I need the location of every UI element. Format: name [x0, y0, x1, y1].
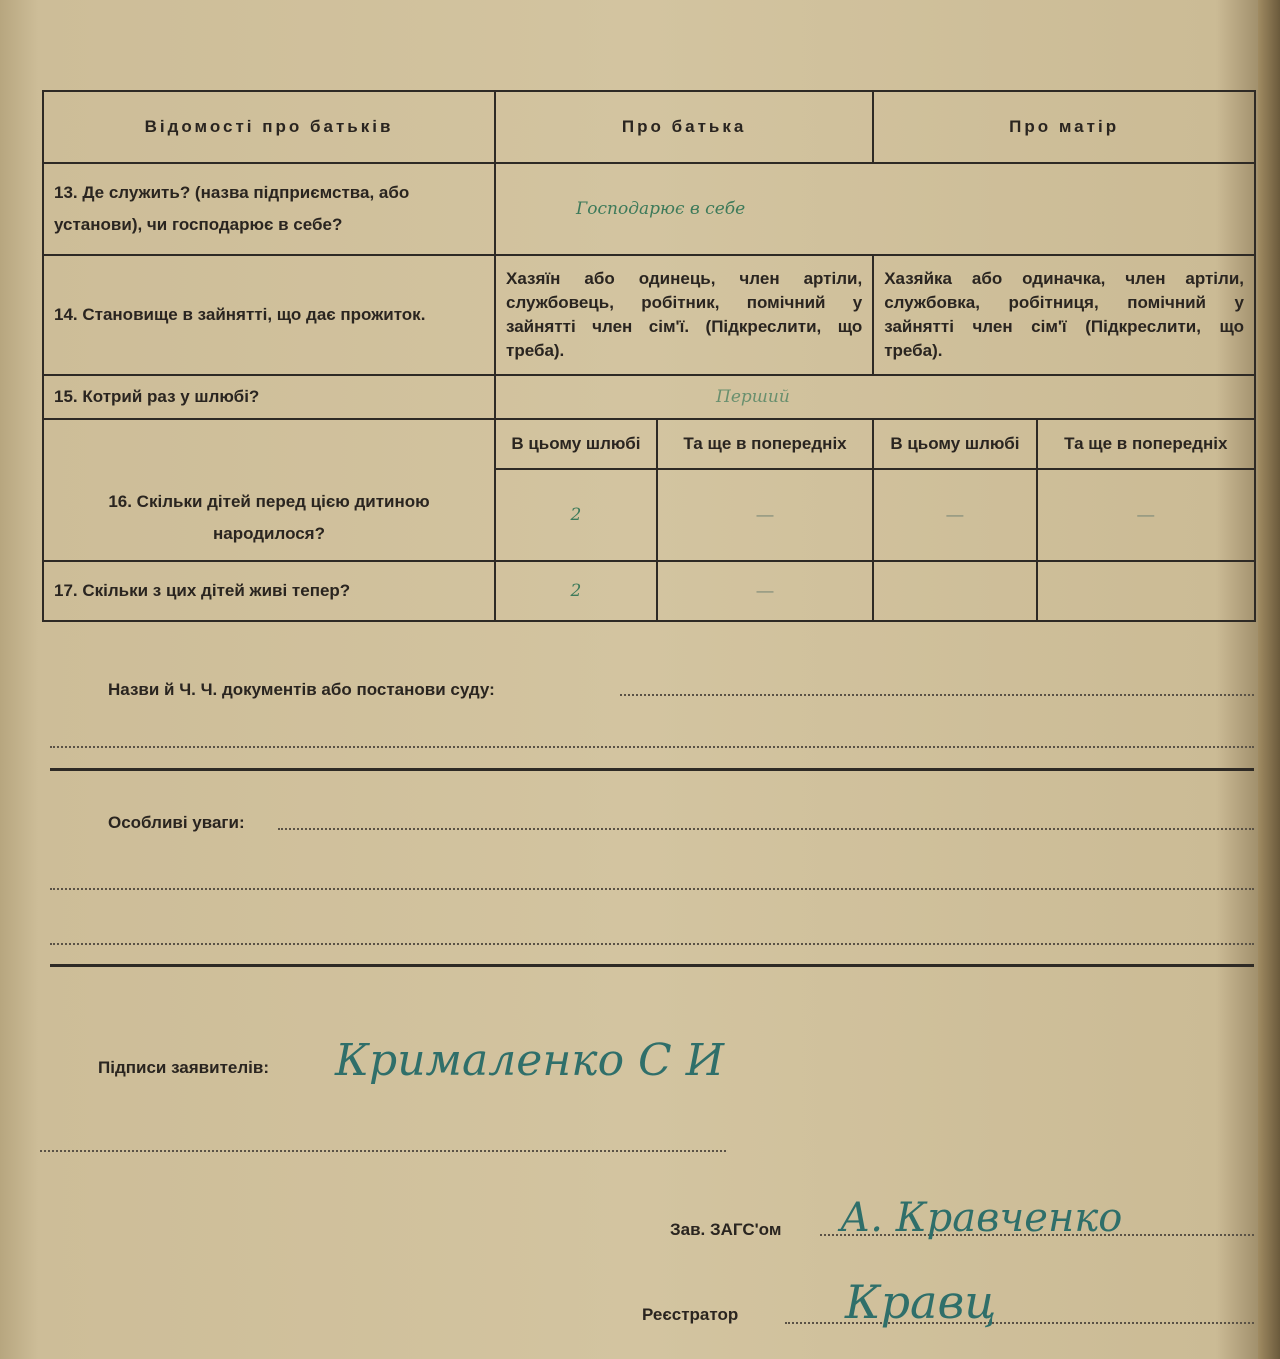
- q16-mother-this: —: [873, 469, 1036, 561]
- registrar-label: Реєстратор: [642, 1305, 739, 1324]
- applicant-signature: Крималенко С И: [335, 1035, 725, 1086]
- header-mother: Про матір: [873, 91, 1255, 163]
- head-label: Зав. ЗАГС'ом: [670, 1220, 782, 1239]
- q13-label: 13. Де служить? (назва підприємства, або установи), чи господарює в себе?: [43, 163, 495, 255]
- parents-info-table: [42, 90, 1256, 622]
- subheader-father-previous: Та ще в попередніх: [657, 419, 873, 469]
- documents-line-2: [50, 746, 1254, 748]
- subheader-father-this: В цьому шлюбі: [495, 419, 657, 469]
- notes-line-3: [50, 943, 1254, 945]
- q14-label: 14. Становище в зайнятті, що дає прожиток.: [43, 255, 495, 375]
- header-parents-info: Відомості про батьків: [43, 91, 495, 163]
- notes-line-2: [50, 888, 1254, 890]
- q17-father-previous: —: [657, 561, 873, 621]
- header-father: Про батька: [495, 91, 873, 163]
- q15-label: 15. Котрий раз у шлюбі?: [43, 375, 495, 419]
- subheader-mother-this: В цьому шлюбі: [873, 419, 1036, 469]
- signatures-label: Підписи заявителів:: [98, 1058, 269, 1077]
- q13-answer: Господарює в себе: [495, 163, 1255, 255]
- documents-line: [620, 694, 1254, 696]
- q14-father-options: Хазяїн або одинець, член артіли, службовець, робітник, помічний у зайнятті член сім'ї. (Підкреслити, що треба).: [495, 255, 873, 375]
- head-signature: А. Кравченко: [840, 1195, 1123, 1241]
- divider: [50, 768, 1254, 771]
- q16-label: 16. Скільки дітей перед цією дитиною народилося?: [43, 419, 495, 561]
- signature-line: [40, 1150, 726, 1152]
- page-edge: [1258, 0, 1280, 1359]
- q15-answer: Перший: [495, 375, 1255, 419]
- q16-father-this: 2: [495, 469, 657, 561]
- q17-mother-this: [873, 561, 1036, 621]
- q16-father-previous: —: [657, 469, 873, 561]
- subheader-mother-previous: Та ще в попередніх: [1037, 419, 1255, 469]
- notes-line: [278, 828, 1254, 830]
- q17-father-this: 2: [495, 561, 657, 621]
- documents-label: Назви й Ч. Ч. документів або постанови суду:: [108, 680, 495, 699]
- divider: [50, 964, 1254, 967]
- registrar-signature: Кравц: [845, 1275, 997, 1329]
- notes-label: Особливі уваги:: [108, 813, 245, 832]
- q17-mother-previous: [1037, 561, 1255, 621]
- q14-mother-options: Хазяйка або одиначка, член артіли, службовка, робітниця, помічний у зайнятті член сім'ї (Підкреслити, що треба).: [873, 255, 1255, 375]
- q16-mother-previous: —: [1037, 469, 1255, 561]
- q17-label: 17. Скільки з цих дітей живі тепер?: [43, 561, 495, 621]
